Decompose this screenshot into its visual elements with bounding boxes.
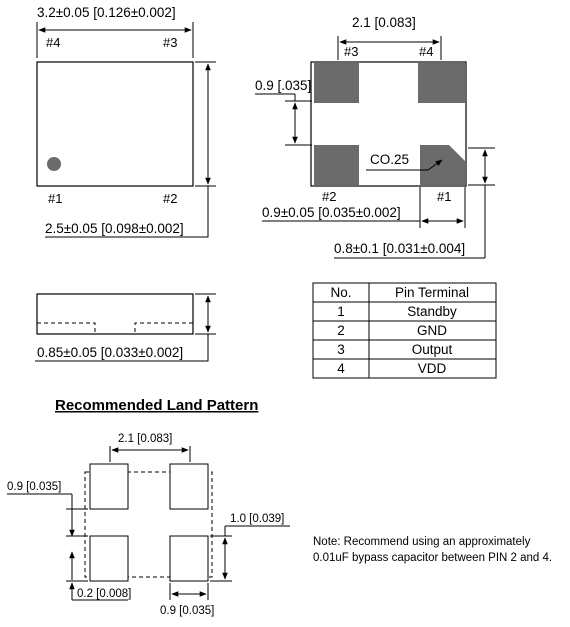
land-span-dimension: 2.1 [0.083] xyxy=(118,433,173,445)
table-cell-row1-no: 1 xyxy=(337,304,345,319)
pad-height-dimension: 0.9 [.035] xyxy=(255,78,312,93)
pin-table xyxy=(313,283,496,378)
table-cell-row2-no: 2 xyxy=(337,323,345,338)
bottom-view xyxy=(255,15,495,258)
top-pin-4-label: #4 xyxy=(46,35,61,50)
pad-4 xyxy=(418,63,465,103)
top-pin-1-label: #1 xyxy=(48,191,63,206)
table-cell-row4-terminal: VDD xyxy=(417,361,447,376)
thickness-dimension: 0.85±0.05 [0.033±0.002] xyxy=(37,345,184,360)
land-pad-height-dimension: 0.9 [0.035] xyxy=(7,481,62,493)
note-line-2: 0.01uF bypass capacitor between PIN 2 and 4. xyxy=(313,552,553,564)
top-view-height-dimension: 2.5±0.05 [0.098±0.002] xyxy=(45,221,184,236)
table-cell-row3-terminal: Output xyxy=(411,342,453,357)
table-cell-row4-no: 4 xyxy=(337,361,345,376)
pad-3 xyxy=(314,63,359,103)
side-view xyxy=(35,294,216,361)
land-pattern xyxy=(7,397,290,617)
pad-2 xyxy=(314,145,359,185)
chamfer-label: CO.25 xyxy=(370,152,410,167)
land-pad-top-left xyxy=(90,464,128,509)
top-view xyxy=(37,5,216,237)
pad-span-dimension: 2.1 [0.083] xyxy=(352,15,416,30)
bottom-pin-1-label: #1 xyxy=(437,189,452,204)
pad-offset-dimension: 0.8±0.1 [0.031±0.004] xyxy=(334,241,466,256)
note-line-1: Note: Recommend using an approximately xyxy=(313,536,531,548)
land-pad-width-dimension: 0.9 [0.035] xyxy=(160,605,215,617)
pin-1-marker-dot xyxy=(47,157,61,171)
bottom-pin-2-label: #2 xyxy=(322,189,337,204)
bottom-pin-4-label: #4 xyxy=(419,44,434,59)
land-pad-top-right xyxy=(170,464,208,509)
package-side-outline xyxy=(37,294,193,334)
table-header-pin-terminal: Pin Terminal xyxy=(394,285,470,300)
table-cell-row1-terminal: Standby xyxy=(407,304,457,319)
top-view-width-dimension: 3.2±0.05 [0.126±0.002] xyxy=(37,5,176,20)
land-row-pitch-dimension: 1.0 [0.039] xyxy=(230,513,285,525)
land-pad-bottom-left xyxy=(90,536,128,581)
table-cell-row3-no: 3 xyxy=(337,342,345,357)
land-pattern-title: Recommended Land Pattern xyxy=(55,397,259,414)
top-pin-2-label: #2 xyxy=(163,191,178,206)
table-header-no: No. xyxy=(330,285,352,300)
bottom-pin-3-label: #3 xyxy=(344,44,359,59)
pad-width-dimension: 0.9±0.05 [0.035±0.002] xyxy=(262,205,401,220)
note xyxy=(313,536,552,564)
land-gap-dimension: 0.2 [0.008] xyxy=(77,588,132,600)
table-cell-row2-terminal: GND xyxy=(417,323,447,338)
land-pad-bottom-right xyxy=(170,536,208,581)
package-top-outline xyxy=(37,62,193,186)
top-pin-3-label: #3 xyxy=(163,35,178,50)
